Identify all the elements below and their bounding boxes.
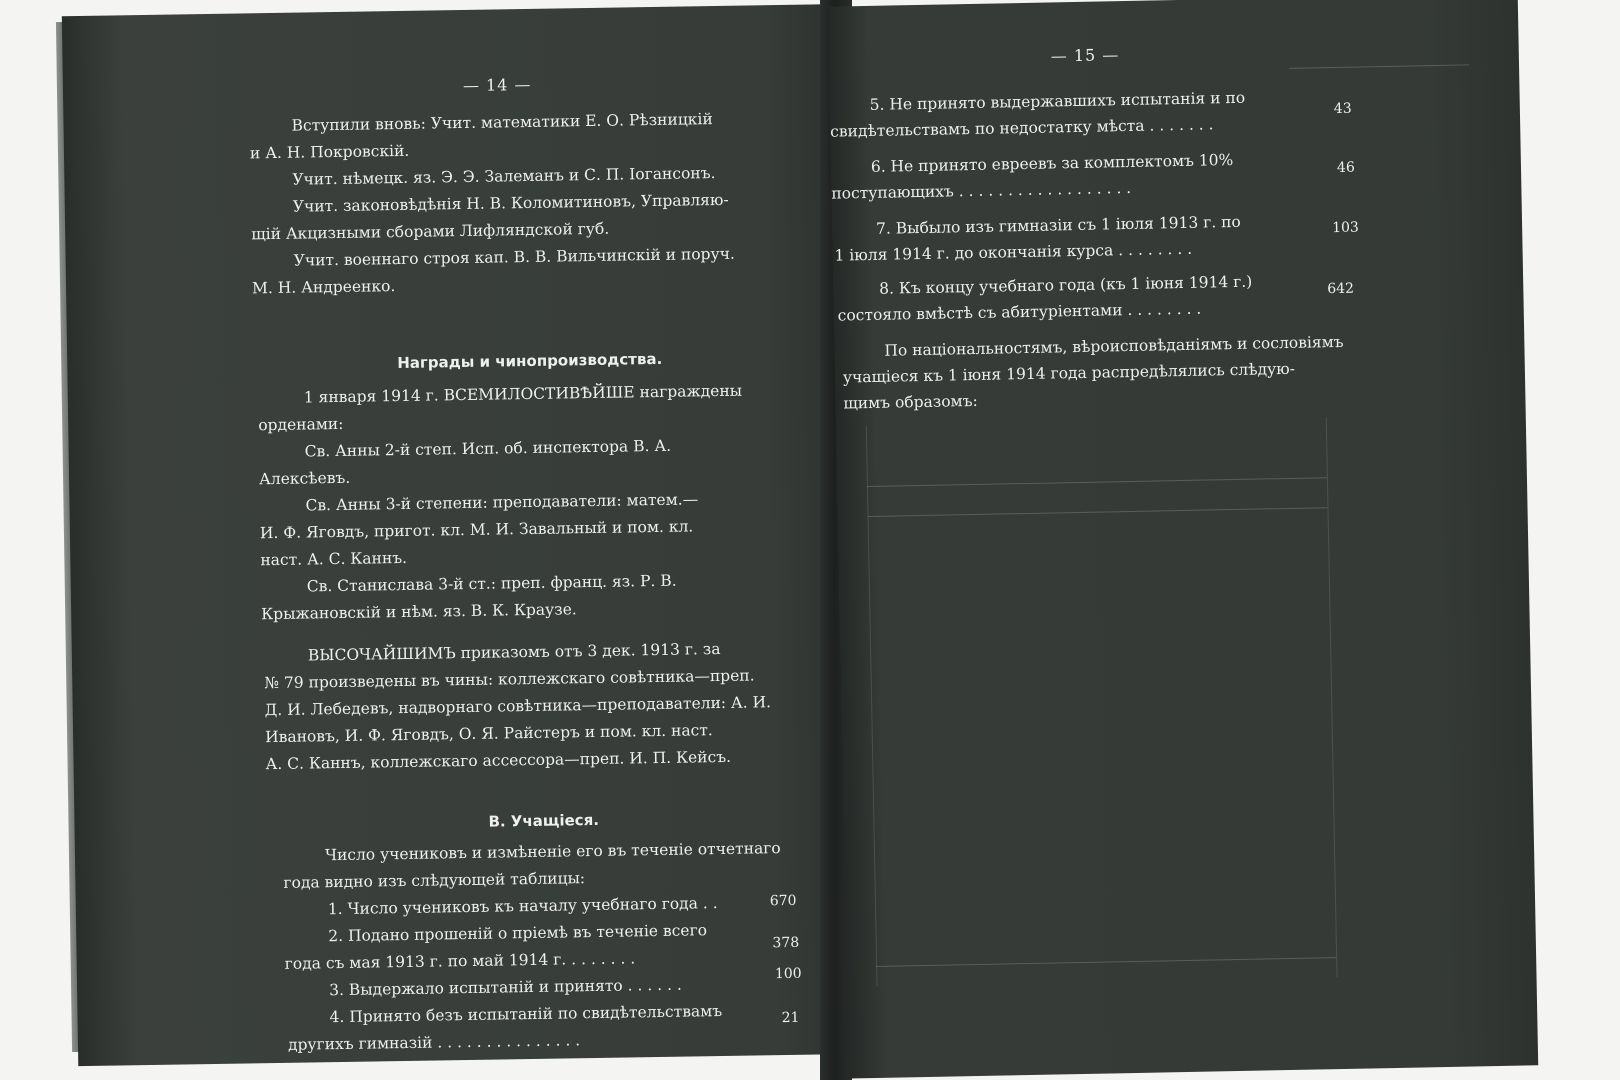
table-row-value: 100 <box>774 965 802 983</box>
table-row-value: 43 <box>1333 100 1352 118</box>
table-row-label: 3. Выдержало испытаній и принято . . . . . . <box>328 975 682 1000</box>
text-line: Св. Анны 2-й степ. Исп. об. инспектора В. А. <box>304 436 672 461</box>
text-line: ВЫСОЧАЙШИМЪ приказомъ отъ 3 дек. 1913 г. за <box>307 640 721 665</box>
text-line: И. Ф. Яговдъ, пригот. кл. М. И. Завальный и пом. кл. <box>259 517 694 543</box>
table-row-label: 5. Не принято выдержавшихъ испытанія и по <box>869 88 1246 114</box>
text-line: По національностямъ, вѣроисповѣданіямъ и сословіямъ <box>884 332 1344 360</box>
table-row-value: 21 <box>781 1009 800 1027</box>
text-line: Ивановъ, И. Ф. Яговдъ, О. Я. Райстеръ и пом. кл. наст. <box>265 721 713 747</box>
table-row-label: 8. Къ концу учебнаго года (къ 1 іюня 1914 г.) <box>879 272 1253 298</box>
table-row-label: 1 іюля 1914 г. до окончанія курса . . . . . . . . <box>834 239 1193 265</box>
text-line: А. С. Каннъ, коллежскаго ассессора—преп. И. П. Кейсъ. <box>265 747 732 774</box>
text-line: Число учениковъ и измѣненіе его въ теченіе отчетнаго <box>324 839 781 865</box>
text-line: Учит. законовѣдѣнія Н. В. Коломитиновъ, Управляю- <box>292 190 729 216</box>
table-row-value: 642 <box>1327 280 1355 298</box>
table-row-label: 2. Подано прошеній о пріемѣ въ теченіе всего <box>328 921 708 946</box>
text-line: Св. Станислава 3-й ст.: преп. франц. яз. Р. В. <box>306 571 677 596</box>
text-line: Учит. нѣмецк. яз. Э. Э. Залеманъ и С. П. Іогансонъ. <box>292 164 716 189</box>
text-line: № 79 произведены въ чины: коллежскаго совѣтника—преп. <box>264 666 755 693</box>
bleed-through-line <box>876 957 1336 967</box>
table-row-label: года съ мая 1913 г. по май 1914 г. . . . . . . . <box>284 949 636 973</box>
text-line: щимъ образомъ: <box>843 391 978 413</box>
bleed-through-line <box>867 477 1327 487</box>
table-row-label: 7. Выбыло изъ гимназіи съ 1 іюля 1913 г. по <box>875 212 1241 238</box>
right-page <box>828 0 1538 1079</box>
text-line: Вступили вновь: Учит. математики Е. О. Рѣзницкій <box>291 110 713 135</box>
divider <box>1289 64 1469 68</box>
table-row-label: 6. Не принято евреевъ за комплектомъ 10% <box>870 150 1234 176</box>
text-line: и А. Н. Покровскій. <box>249 141 410 163</box>
table-row-label: свидѣтельствамъ по недостатку мѣста . . . . . . . <box>830 115 1214 141</box>
text-line: щій Акцизными сборами Лифляндской губ. <box>251 219 610 244</box>
text-line: года видно изъ слѣдующей таблицы: <box>283 869 586 892</box>
table-row-value: 46 <box>1336 159 1355 176</box>
text-line: Учит. военнаго строя кап. В. В. Вильчинскій и поруч. <box>293 244 735 270</box>
table-row-value: 378 <box>772 934 800 952</box>
left-page <box>62 4 868 1066</box>
table-row-label: 1. Число учениковъ къ началу учебнаго года . . <box>327 894 718 919</box>
text-line: наст. А. С. Каннъ. <box>260 548 408 570</box>
table-row-label: состояло вмѣстѣ съ абитуріентами . . . . . . . . <box>837 299 1202 325</box>
students-heading: В. Учащіеся. <box>488 810 600 831</box>
text-line: 1 января 1914 г. ВСЕМИЛОСТИВѢЙШЕ награждены <box>303 381 743 407</box>
text-line: Св. Анны 3-й степени: преподаватели: матем.— <box>305 490 699 515</box>
table-row-value: 103 <box>1331 219 1359 237</box>
table-row-label: 4. Принято безъ испытаній по свидѣтельствамъ <box>329 1002 723 1027</box>
bleed-through-line <box>1326 417 1338 977</box>
table-row-label: поступающихъ . . . . . . . . . . . . . . . . . . <box>831 178 1132 203</box>
text-line: Алексѣевъ. <box>258 468 351 489</box>
text-line: орденами: <box>258 414 344 435</box>
awards-heading: Награды и чинопроизводства. <box>397 349 663 373</box>
page-number-right: — 15 — <box>1050 45 1120 66</box>
text-line: М. Н. Андреенко. <box>251 277 396 298</box>
text-line: Крыжановскій и нѣм. яз. В. К. Краузе. <box>261 600 577 624</box>
page-number-left: — 14 — <box>462 74 532 95</box>
table-row-label: другихъ гимназій . . . . . . . . . . . . . . . <box>287 1031 581 1054</box>
table-row-value: 670 <box>769 892 797 910</box>
bleed-through-line <box>866 426 878 986</box>
text-line: Д. И. Лебедевъ, надворнаго совѣтника—преподаватели: А. И. <box>264 693 772 720</box>
text-line: учащіеся къ 1 іюня 1914 года распредѣлялись слѣдую- <box>842 359 1296 387</box>
bleed-through-line <box>868 507 1328 517</box>
